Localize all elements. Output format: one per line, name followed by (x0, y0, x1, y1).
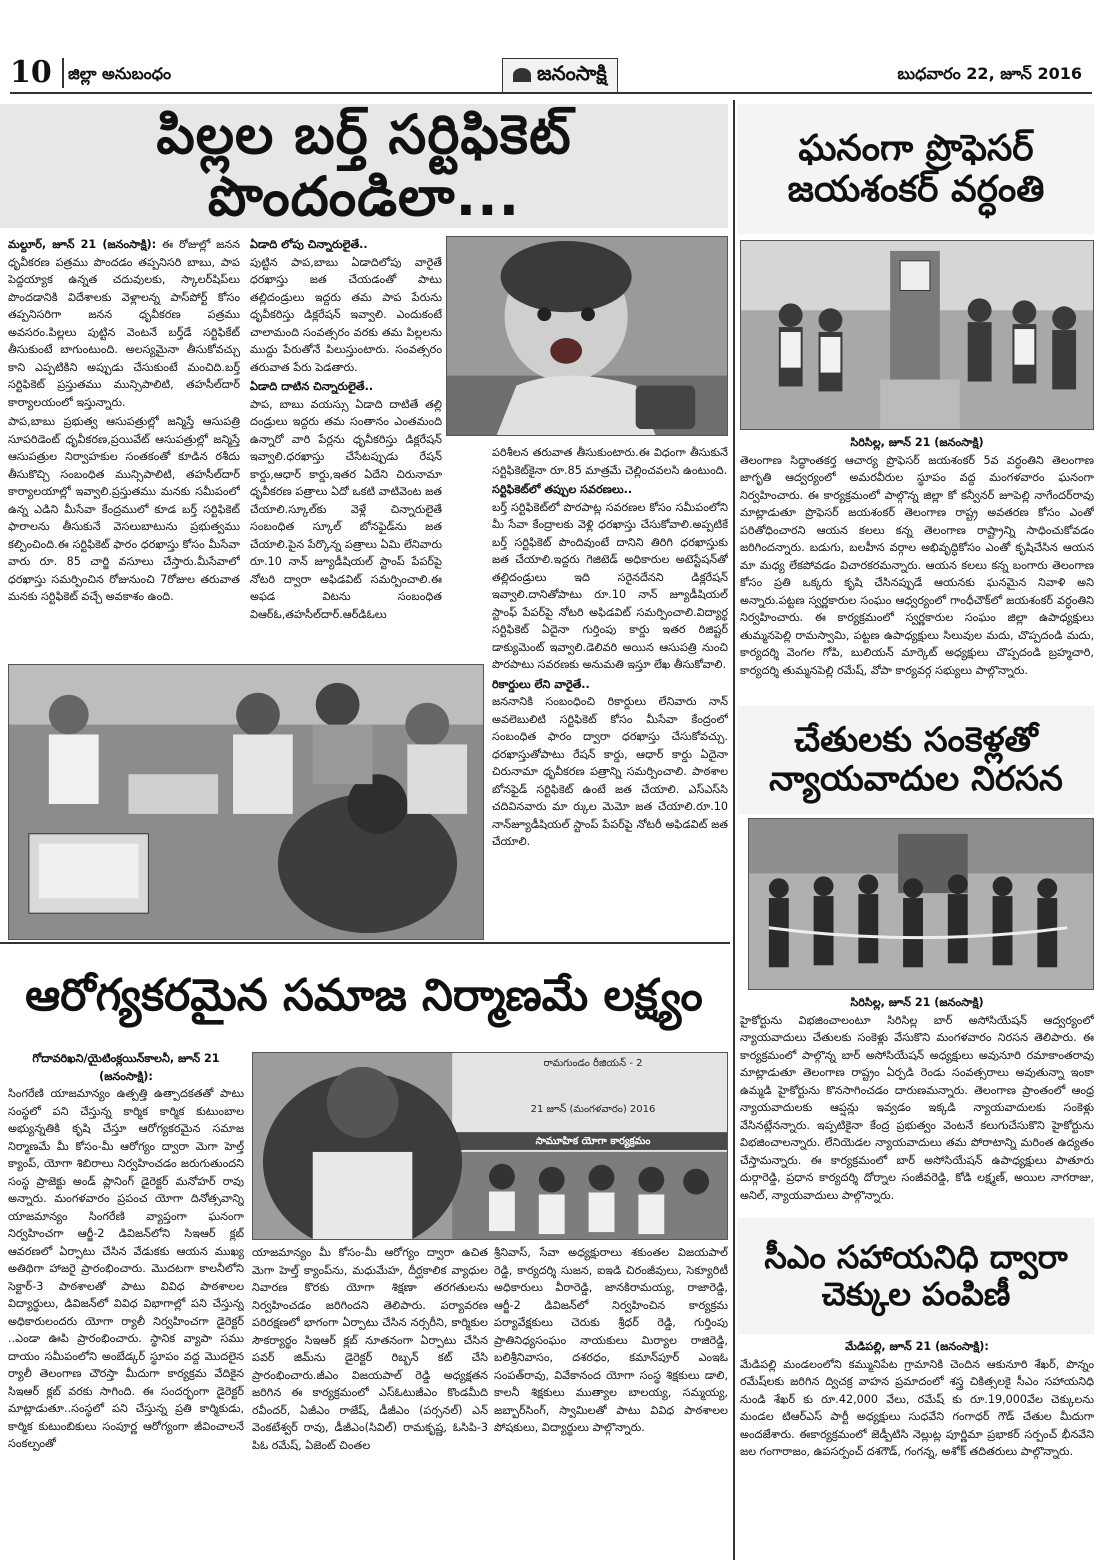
yoga-column-3 (494, 1244, 728, 1558)
birth-column-3 (492, 444, 728, 934)
birth-text-5: పరిశీలన తరువాత తీసుకుంటారు.ఈ విధంగా తీసుకునే సర్టిఫికెట్‌కైనా రూ.85 మాత్రమే చెల్లించవలసి ఉంటుంది. (492, 446, 728, 477)
page-number: 10 (10, 58, 64, 88)
birth-para-5 (492, 444, 728, 479)
meeseva-photo-art (9, 665, 483, 939)
birth-text-6: బర్త్ సర్టిఫికెట్‌లో పొరపాట్ల సవరణల కోసం సమీపంలోని మీ సేవా కేంద్రాలకు వెళ్లి ధరఖాస్తు చేసుకోవాలి.అప్పటికే బర్త్ సర్టిఫికెట్ పొందివుంటే దానిని తిరిగి ధరఖాస్తుకు జత చేయాలి.ఇద్దరు గెజిటెడ్ అధికారుల అటెస్టేషన్‌తో తల్లిదండ్రులు ఇది సరైనదేనని డిక్లరేషన్ ఇవ్వాలి.దానితోపాటు రూ.10 నాన్ జ్యూడీషియల్ స్టాంఫ్ పేపర్‌పై నోటరి అఫిడవిట్ సమర్పించాలి.విద్యార్థ సర్టిఫికెట్ ఏదైనా గుర్తింపు కార్డు ఇతర రిజిష్టర్ డాక్యుమెంట్ ఇవ్వాలి.డెలివరి అయిన ఆసుపత్రి నుంచి పొరపాటు సవరణకు అనుమతి ఇస్తూ లేఖ తీసుకోవాలి. (492, 500, 728, 671)
cm-fund-dateline: మేడిపల్లి, జూన్ 21 (జనంసాక్షి): (845, 1340, 989, 1353)
yoga-column-1 (8, 1050, 244, 1558)
birth-para-3 (250, 236, 442, 376)
headline-cm-fund: సీఎం సహాయనిధి ద్వారా చెక్కుల పంపిణీ (738, 1218, 1094, 1334)
yoga-text-3: శ్రీనివాస్, సేవా అధ్యక్షురాలు శకుంతల విజయపాల్ రెడ్డి, కార్యదర్శి సుజన, ఐఇడి చిరంజీవులు, సెక్యూరిటీ అధికారులు వీరారెడ్డి, జానకిరామయ్య, రాజారెడ్డి, ఆర్జీ-2 డివిజన్‌లో నిర్వహించిన కార్యక్రమ పర్యావేక్షకులు చెరుకు శ్రీధర్ రెడ్డి, గుర్తింపు ప్రాతినిధ్యసంఘం నాయకులు మిర్యాల రాజిరెడ్డి, బలిశ్రీనివాసం, దశరధం, కమాన్‌పూర్ ఎంఇఓ సంపత్‌రావు, వివేకానంద యోగా సంస్థ శిక్షకులు డాలి, కాలనీ శిక్షకులు ముత్యాల బాలయ్య, సమ్మయ్య, జబ్బార్‌సింగ్, స్వామిలతో పాటు వివిధ పాఠశాలల పోషకులు, విద్యార్థులు పాల్గొన్నారు. (494, 1246, 728, 1434)
professor-text: తెలంగాణ సిద్ధాంతకర్త ఆచార్య ప్రొఫెసర్ జయశంకర్ 5వ వర్ధంతిని తెలంగాణ జాగృతి ఆద్వర్యంలో అమరవీరుల స్థూపం వద్ద మంగళవారం ఘనంగా నిర్వహించారు. ఈ కార్యక్రమంలో పాల్గొన్న జిల్లా కో కన్వీనర్ జూపెల్లి నాగేందర్‌రావు మాట్లాడుతూ ప్రొఫెసర్ జయశంకర్ తెలంగాణ రాష్ట్ర అవతరణ కోసం ఎంతో పరితోధించారని ఆయన కలలు కన్న తెలంగాణ రాష్ట్రాన్ని సాధించుకోవడం జరిగిందన్నారు. బడుగు, బలహీన వర్గాల అభివృద్ధికోసం ఎంతో కృషిచేసిన ఆయన మా మధ్య లేకపోవడం విచారకరమన్నారు. ఆయన కలలు కన్న బంగారు తెలంగాణ కోసం ప్రతి ఒక్కరు కృషి చేసినప్పుడే ఆయనకు ఘనమైన నివాళి అని అన్నారు.పట్టణ స్వర్ణకారుల సంఘం ఆధ్వర్యంలో గాంధీచౌక్‌లో జయశంకర్ వర్ధంతిని నిర్వహించారు. ఈ కార్యక్రమంలో స్వర్ణకారుల సంఘం జిల్లా ఉపాధ్యక్షులు తుమ్మనపెల్లి రామస్వామి, పట్టణ ఉపాధ్యక్షులు సిలువుల మదు, చొప్పదండి మదు, కార్యదర్శి వెంగల గోపి, బులియన్ మార్కెట్ అధ్యక్షులు చొప్పదండి బ్రహ్మచారి, కార్యదర్శి తుమ్మనపెల్లి రమేష్, వోపా కార్యవర్గ సభ్యులు పాల్గొన్నారు. (740, 453, 1094, 677)
yoga-para-1 (8, 1050, 244, 1453)
baby-photo (446, 236, 728, 436)
birth-para-4 (250, 378, 442, 623)
lawyers-text: హైకోర్టును విభజించాలంటూ సిరిసిల్ల బార్ అసోసియేషన్ ఆద్వర్యంలో న్యాయవాదులు చేతులకు సంకెళ్లు వేసుకొని మంగళవారం నిరసన తెలిపారు. ఈ కార్యక్రమంలో పాల్గొన్న బార్ అసోసియేషన్ అధ్యక్షులు అవునూరి రమాకాంతరావు మాట్లాడుతూ తెలంగాణ రాష్ట్రం ఏర్పడి రెండు సంవత్సరాలు అవుతున్నా ఇంకా ఉమ్మడి హైకోర్టును కొనసాగించడం దారుణమన్నారు. తెలంగాణ ప్రాంతంలో ఆంధ్ర న్యాయవాదులకు ఆప్షన్లు ఇవ్వడం ఇక్కడి న్యాయవాదులకు సంకెళ్లు వేసినట్లేనన్నారు. ఇప్పటికైనా కేంద్ర ప్రభుత్వం వెంటనే కలుగుచేసుకొని హైకోర్టును విభజించాలన్నారు. లేనియెడల న్యాయవాదులు తమ పోరాటాన్ని మరింత ఉద్యతం చేస్తామన్నారు. ఈ కార్యక్రమంలో బార్ అసోసియేషన్ ఉపాధ్యక్షులు పాతూరు దుర్గారెడ్డి, ప్రధాన కార్యదర్శి దోర్నాల సంజీవరెడ్డి, కోడి లక్ష్మణ్, అయిల నాగరాజు, అనిల్, న్యాయవాదులు పాల్గొన్నారు. (740, 1013, 1094, 1202)
birth-text-2: పాప,బాబు ప్రభుత్వ ఆసుపత్రుల్లో జన్మిస్తే ఆసుపత్రి సూపరిడెంట్ ధృవీకరణ,ప్రయివేట్ ఆసుపత్రుల్లో జన్మిస్తే ఆసుపత్రుల నిర్వాహకుల సంతకంతో కూడిన రశీదు తీసుకొచ్చి సంబంధిత మున్సిపాలిటి, తహసీల్‌దార్ కార్యాలయాల్లో ఇవ్వాలి.ప్రస్తుతము మనకు సమీపంలో ఉన్న ఎడిని మీసేవా కేంద్రములో కూడ బర్త్ సర్టిఫికెట్ ఫారాలను తీసుకునే వెసలుబాటును ప్రభుత్వము కల్పించింది.ఈ సర్టిఫికెట్ ఫారం ధరఖాస్తు కోసం మీసేవా వారు రూ. 85 చార్జి వసూలు చేస్తారు.మీసేవాలో ధరఖాస్తు సమర్పించిన రోజునుంచి 7రోజుల తరువాత మనకు సర్టిఫికెట్ వచ్చే అవకాశం ఉంది. (8, 415, 240, 603)
professor-dateline: సిరిసిల్ల, జూన్ 21 (జనంసాక్షి) (850, 436, 984, 449)
yoga-event-photo (252, 1052, 728, 1240)
birth-para-1 (8, 236, 240, 411)
brand-name: జనంసాక్షి (537, 61, 607, 85)
birth-text-4: పాప, బాబు వయస్సు ఏడాది దాటితే తల్లి దండ్రులు ఇద్దరు తమ సంతానం ఎంతమంది ఉన్నారో వారి పేర్లను ధృవీకరిస్తు డిక్లరేషన్ ఇవ్వాలి.ధరఖాస్తు చేసేటప్పుడు రేషన్ కార్డు,ఆధార్ కార్డు,ఇతర ఏదేని చిరునామా ధృవీకరణ పత్రాలు ఏదో ఒకటి వాటివెంట జత చేయాలి.స్కూల్‌కు వెళ్లే చిన్నారులైతే సంబంధిత స్కూల్ బోనఫైడ్‌ను జత చేయాలి.పైన పేర్కొన్న పత్రాలు ఏమి లేనివారు రూ.10 నాన్ జ్యూడీషియల్ స్టాంప్ పేపర్‌పై నోటరి ద్వారా అఫిడవిట్ సమర్పించాలి.ఈ అఫడ విటను సంబంధిత విఆర్ఓ,తహసీల్‌దార్.ఆర్‌డిఓలు (250, 397, 442, 621)
professor-para (740, 434, 1094, 679)
headline-lawyers: చేతులకు సంకెళ్లతో న్యాయవాదుల నిరసన (738, 706, 1094, 814)
masthead (10, 54, 1092, 94)
brand-logo (502, 58, 618, 93)
yoga-para-3 (494, 1244, 728, 1437)
lawyers-photo-art (749, 819, 1093, 989)
issue-date: బుధవారం 22, జూన్ 2016 (897, 64, 1082, 83)
birth-text-1: ఈ రోజుల్లో జనన ధృవీకరణ పత్రము పొందడం తప్పనిసరి బాబు, పాప పెద్దయ్యాక ఉన్నత చదువులకు, స్కాలర్‌షిప్‌లు పొందడానికి విదేశాలకు వెళ్లాలన్న పాస్‌పోర్ట్ కోసం తప్పనిసరిగా జనన ధృవీకరణ పత్రము అవసరం.పిల్లలు పుట్టిన వెంటనే బర్త్‌డే సర్టిఫికేట్ తీసుకుంటే బాగుంటుంది. అలస్యమైనా తీసుకోవచ్చు కాని ఎప్పటికిని అప్పుడు చేసుకుంటే మంచిది.బర్త్ సర్టిఫికెట్ ప్రస్తుతము మున్సిపాలిటి, తహసీల్‌దార్ కార్యాలయంలో ఇస్తున్నారు. (8, 238, 240, 409)
baby-photo-art (447, 237, 727, 435)
birth-sub-2: ఏడాది దాటిన చిన్నారులైతే.. (250, 380, 374, 393)
cm-fund-text: మేడిపల్లి మండలంలోని కమ్మునిపేట గ్రామానికి చెందిన ఆకునూరి శేఖర్, పొన్నం రమేష్‌లకు జరిగిన ద్విచక్ర వాహన ప్రమాదంలో శస్త్ర చికిత్సలకై సీఎం సహాయనిధి నుండి శేఖర్ కు రూ.42,000 వేలు, రమేష్ కు రూ.19,000వేల చెక్కులను మండల టిఆర్‌ఎస్ పార్టీ అధ్యక్షులు సుధవేని గంగాధర్ గౌడ్ చేతుల మీదుగా అందజేశారు. ఈకార్యక్రమంలో జెడ్పీటిసి నెల్లుట్ల పూర్ణిమా ప్రభాకర్ సర్పంచ్ భీనవేని జల గంగారాజం, ఉపసర్పంచ్ దశగౌడ్, గంగన్న, అశోక్ తదితరులు పాల్గొన్నారు. (740, 1357, 1094, 1458)
birth-para-2 (8, 413, 240, 606)
birth-column-2 (250, 236, 442, 656)
headline-birth-certificate: పిల్లల బర్త్ సర్టిఫికెట్ పొందండిలా... (0, 104, 728, 228)
professor-body (740, 434, 1094, 698)
banner-title: రామగుండం రీజియన్ - 2 (543, 1058, 643, 1069)
divider-right-column (733, 100, 735, 1560)
yoga-text-2: యాజమాన్యం మీ కోసం-మీ ఆరోగ్యం ద్వారా ఉచిత మెగా హెల్త్ క్యాంప్‌ను, మధుమేహ, దీర్ఘకాలిక వ్యాధుల నివారణ కొరకు యోగా శిక్షణా తరగతులను నిర్వహించడం జరిగిందని తెలిపారు. పర్యావరణ పరిరక్షణలో భాగంగా ఏర్పాటు చేసిన నర్సరీని, కార్మికుల సౌకర్యార్థం సిఇఆర్ క్లబ్ నూతనంగా ఏర్పాటు చేసిన పవర్ జిమ్‌ను డైరెక్టర్ రిబ్బన్ కట్ చేసి ప్రారంభించారు.జీఎం విజయపాల్ రెడ్డి అధ్యక్షతన జరిగిన ఈ కార్యక్రమంలో ఎస్‌ఓటుజీఎం కొండమీది రవీందర్, ఏజీఎం రాజేష్, డీజీఎం (పర్సనల్) ఎన్ వెంకటేశ్వర్ రావు, డీజీఎం(సివిల్) రామకృష్ణ, ఓసిపి-3 పిఓ రమేష్, ఏజెంట్ చింతల (252, 1246, 488, 1452)
meeseva-office-photo (8, 664, 484, 940)
headline-yoga: ఆరోగ్యకరమైన సమాజ నిర్మాణమే లక్ష్యం (0, 946, 728, 1046)
birth-text-3: పుట్టిన పాప,బాబు ఏడాదిలోపు వారైతే ధరఖాస్తు జత చేయడంతో పాటు తల్లిదండ్రులు ఇద్దరు తమ పాప పేరును ధృవీకరిస్తు డిక్లరేషన్ ఇవ్వాలి. ఎందుకంటే చాలామంది సంవత్సరం వరకు తమ పిల్లలను ముద్దు పేరుతోనే పిలుస్తుంటారు. సంవత్సరం తరువాత పేరు పెడతారు. (250, 255, 442, 374)
lawyers-dateline: సిరిసిల్ల, జూన్ 21 (జనంసాక్షి) (850, 996, 984, 1009)
professor-photo-art (741, 241, 1093, 429)
lawyers-para (740, 994, 1094, 1204)
headline-professor: ఘనంగా ప్రొఫెసర్ జయశంకర్ వర్ధంతి (738, 104, 1094, 234)
birth-sub-4: రికార్డులు లేని వారైతే.. (492, 677, 590, 691)
yoga-dateline: గోదావరిఖని/యైటింక్లయిన్‌కాలనీ, జూన్ 21 (జనంసాక్షి): (32, 1052, 220, 1083)
cm-fund-body (740, 1338, 1094, 1558)
birth-text-7: జననానికి సంబంధించి రికార్డులు లేనివారు నాన్ అవలెబులిటి సర్టిఫికెట్ కోసం మీసేవా కేంద్రంలో సంబంధిత ఫారం ద్వారా ధరఖాస్తు చేసుకోవచ్చు. ధరఖాస్తుతోపాటు రేషన్ కార్డు, ఆధార్ కార్డు ఏదైనా చిరునామా ధృవీకరణ పత్రాన్ని సమర్పించాలి. పాఠశాల బోనఫైడ్ సర్టిఫికెట్ ఉంటే జత చేయాలి. ఎస్ఎస్‌సి చదివినవారు మా ర్కుల మెమో జత చేయాలి.రూ.10 నాన్‌జ్యూడీషియల్ స్టాంప్ పేపర్‌పై నోటరీ అఫిడవిట్ జత చేయాలి. (492, 695, 728, 848)
brand-icon (513, 68, 531, 82)
birth-para-6 (492, 481, 728, 674)
divider-birth-yoga (0, 942, 730, 944)
section-label: జిల్లా అనుబంధం (68, 64, 172, 83)
birth-para-7 (492, 676, 728, 851)
cm-fund-para (740, 1338, 1094, 1461)
birth-sub-1: ఏడాది లోపు చిన్నారులైతే.. (250, 238, 368, 251)
lawyers-body (740, 994, 1094, 1214)
banner-subtitle: 21 జూన్ (మంగళవారం) 2016 (530, 1104, 656, 1115)
birth-column-1 (8, 236, 240, 656)
yoga-para-2 (252, 1244, 488, 1454)
lawyers-protest-photo (748, 818, 1094, 990)
yoga-column-2 (252, 1244, 488, 1558)
birth-sub-3: సర్టిఫికెట్‌లో తప్పుల సవరణలు.. (492, 483, 633, 496)
banner-strip: సామూహిక యోగా కార్యక్రమం (535, 1136, 651, 1147)
professor-tribute-photo (740, 240, 1094, 430)
birth-dateline: మల్దూర్, జూన్ 21 (జనంసాక్షి): (8, 238, 157, 251)
yoga-text-1: సింగరేణి యాజమాన్యం ఉత్పత్తి ఉత్పాదకతతో పాటు సంస్థలో పని చేస్తున్న కార్మిక కార్మిక కుటుంబాల అభ్యున్నతికి కృషి చేస్తూ ఆరోగ్యకరమైన సమాజ నిర్మాణమే మీ కోసం-మీ ఆరోగ్యం ద్వారా మెగా హెల్త్ క్యాంప్, యోగా శిబిరాలు నిర్వహించడం జరుగుతుందని సంస్థ ప్రాజెక్టు అండ్ ప్లానింగ్ డైరెక్టర్ మనోహర్ రావు అన్నారు. మంగళవారం ప్రపంచ యోగా దినోత్సవాన్ని యాజమాన్యం సింగరేణి వ్యాప్తంగా ఘనంగా నిర్వహించగా ఆర్జీ-2 డివిజన్‌లోని సిఇఆర్ క్లబ్ ఆవరణలో ఏర్పాటు చేసిన వేడుకకు ఆయన ముఖ్య అతిథిగా హాజరై ప్రారంభించారు. మొదటగా కాలనీలోని సెక్టార్-3 పాఠశాలతో పాటు వివిధ పాఠశాలల విద్యార్థులు, డివిజన్‌లో వివిధ విభాగాల్లో పని చేస్తున్న అధికారులందరు యోగా ర్యాలీ నిర్వహించగా డైరెక్టర్ ..ఎండా ఊపి ప్రారంభించారు. స్థానిక వ్యాపా సము దాయం సమీపంలోని అంబేడ్కర్ స్థూపం వద్ద మొదలైన ర్యాలీ తెలంగాణ చౌరస్తా మీదుగా కార్యక్రమ వేదికైన సిఇఆర్ క్లబ్ వరకు సాగింది. ఈ సందర్భంగా డైరెక్టర్ మాట్లాడుతూ..సంస్థలో పని చేస్తున్న ప్రతి కార్మికుడు, కార్మిక కుటుంబికులు సంపూర్ణ ఆరోగ్యంగా జీవించాలనే సంకల్పంతో (8, 1087, 244, 1450)
